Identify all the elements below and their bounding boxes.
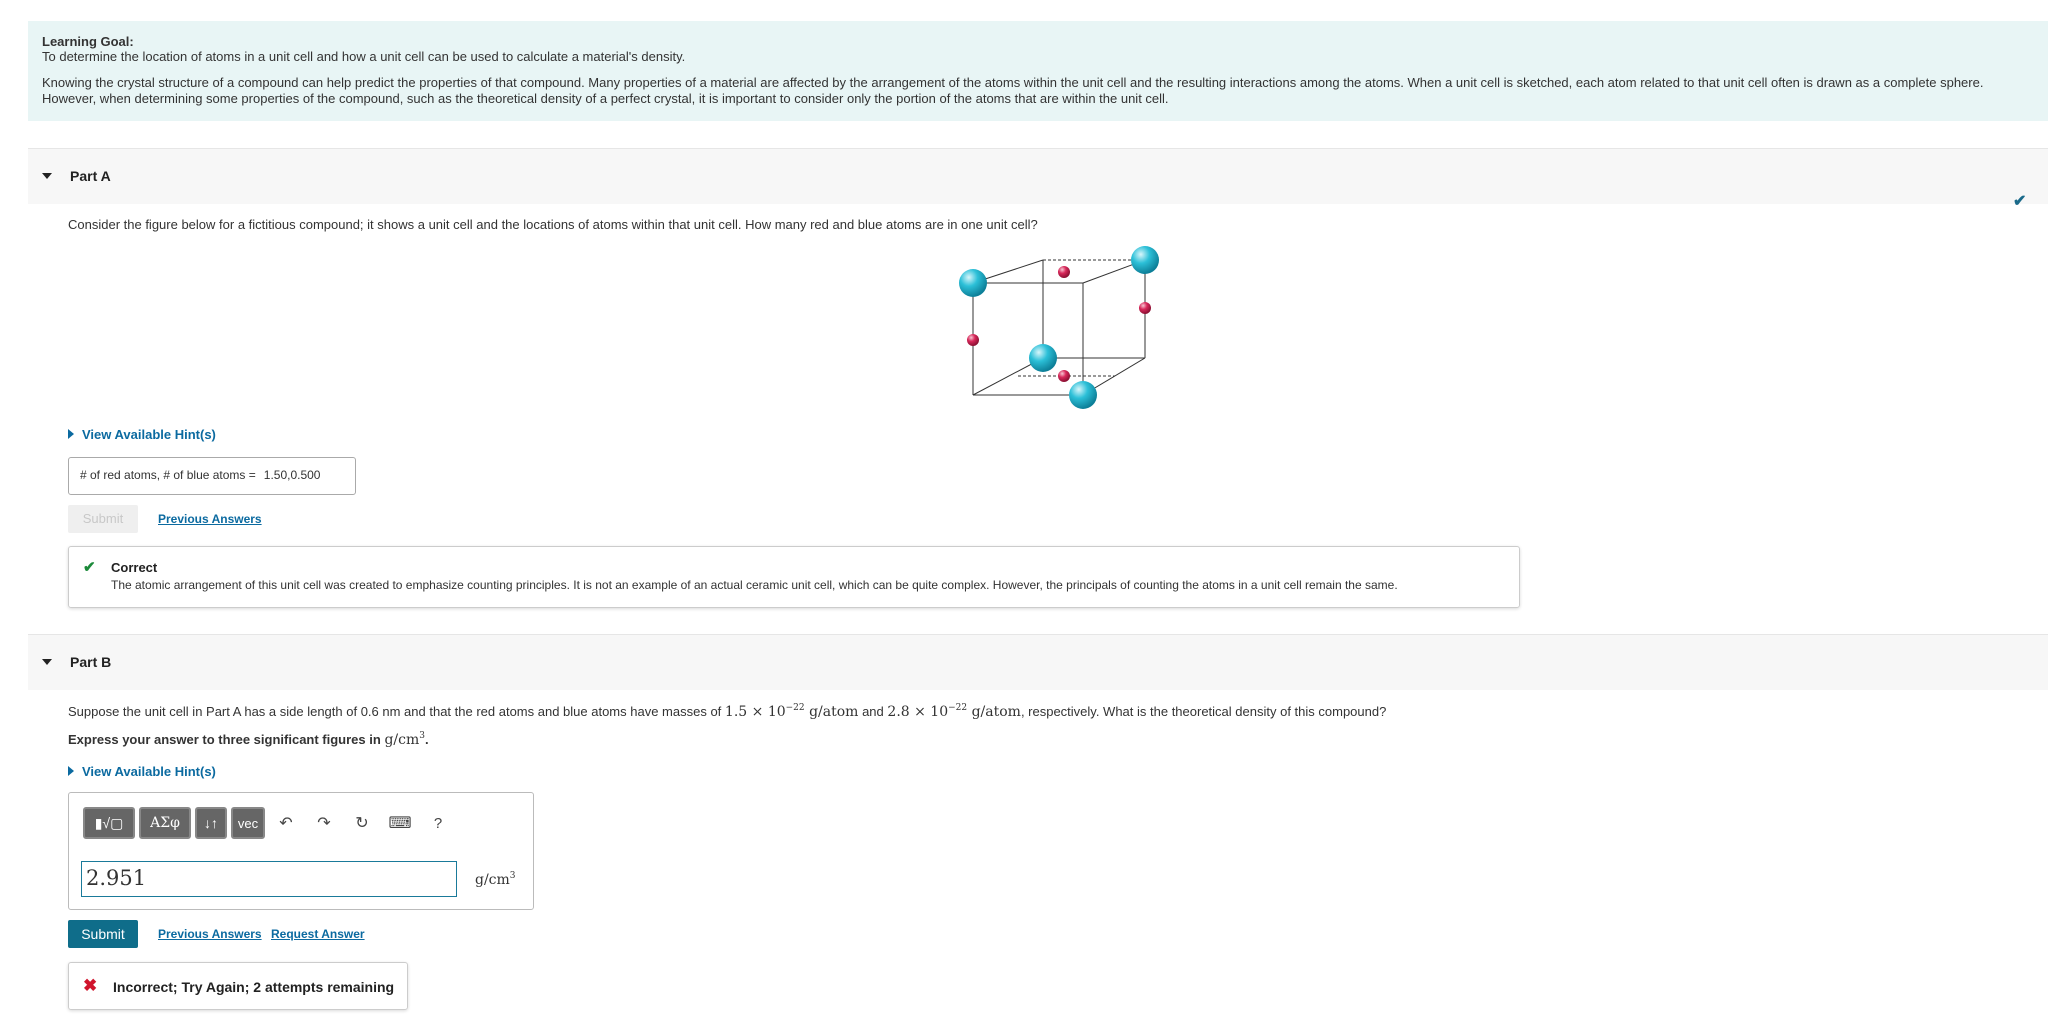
and-text: and [862,704,884,719]
editor-toolbar [83,807,455,839]
part-b-feedback [68,962,408,1010]
collapse-triangle-icon[interactable] [42,659,52,665]
question-end: , respectively. What is the theoretical density of this compound? [1020,704,1387,719]
reset-icon[interactable]: ↻ [355,815,369,832]
answer-value: 1.50,0.500 [263,468,321,482]
correct-check-icon: ✔ [83,559,96,576]
request-answer-link[interactable]: Request Answer [271,927,365,941]
templates-button[interactable]: ▮√▢ [83,807,135,839]
part-a-hint-link[interactable] [68,427,216,442]
part-b-label: Part B [70,654,112,670]
unit-cell-figure [950,240,1170,415]
answer-input[interactable]: 2.951 [81,861,457,897]
undo-icon[interactable]: ↶ [279,815,293,832]
feedback-text: The atomic arrangement of this unit cell was created to emphasize counting principles. It is not an example of an actual ceramic unit cell, which can be quite complex. However, the principals of counting the atoms in a unit cell remain the same. [111,578,1398,592]
greek-symbols-button[interactable]: ΑΣφ [139,807,191,839]
part-a-label: Part A [70,168,111,184]
checkmark-icon: ✔ [2013,193,2027,210]
part-b-hint-link[interactable] [68,764,216,779]
mass-blue: $2.8 \times 10^{-22}$ g/atom [887,703,1021,720]
expand-arrow-icon [68,429,74,439]
collapse-triangle-icon[interactable] [42,173,52,179]
answer-unit: $g/cm^3$ [475,871,516,888]
part-a-answer-box [68,457,356,495]
part-a-previous-answers-link[interactable]: Previous Answers [158,512,262,526]
red-atom [967,334,979,346]
learning-goal-text: To determine the location of atoms in a unit cell and how a unit cell can be used to calculate a material's density. [42,49,686,64]
feedback-text: Incorrect; Try Again; 2 attempts remaining [113,979,395,995]
mass-red: $1.5 \times 10^{-22}$ g/atom [724,703,859,720]
learning-goal-para-1: Knowing the crystal structure of a compound can help predict the properties of that compound. Many properties of a material are affected by the arrangement of the atoms within the unit cell and the resulting interactions among the atoms. When a unit cell is sketched, each atom related to that unit cell often is drawn as a complete sphere. [42,75,1984,90]
part-a-feedback [68,546,1520,608]
blue-atom [1131,246,1159,274]
redo-icon[interactable]: ↷ [317,815,331,832]
part-b-instruction: Express your answer to three significant figures in $g/cm^3$. [68,731,429,748]
part-b-question [68,703,1386,720]
incorrect-x-icon: ✖ [83,976,98,995]
answer-editor [68,792,534,910]
blue-atom [1029,344,1057,372]
keyboard-icon[interactable]: ⌨ [388,815,412,832]
red-atom [1139,302,1151,314]
feedback-title: Correct [111,560,158,575]
blue-atom [959,269,987,297]
hint-label: View Available Hint(s) [82,764,216,779]
vector-button[interactable]: vec [231,807,265,839]
answer-label: # of red atoms, # of blue atoms = [80,468,256,482]
part-b-previous-answers-link[interactable]: Previous Answers [158,927,262,941]
part-a-header[interactable] [28,148,2048,204]
subscript-superscript-button[interactable]: ↓↑ [195,807,227,839]
help-icon[interactable]: ? [433,814,443,832]
red-atom [1058,370,1070,382]
hint-label: View Available Hint(s) [82,427,216,442]
learning-goal-para-2: However, when determining some properties of the compound, such as the theoretical density of a perfect crystal, it is important to consider only the portion of the atoms that are within the unit cell. [42,91,1169,106]
part-b-submit-button[interactable]: Submit [68,920,138,948]
learning-goal-panel [28,21,2048,121]
red-atom [1058,266,1070,278]
part-b-header[interactable] [28,634,2048,690]
learning-goal-title: Learning Goal: [42,34,134,49]
expand-arrow-icon [68,766,74,776]
blue-atom [1069,381,1097,409]
question-text: Suppose the unit cell in Part A has a side length of 0.6 nm and that the red atoms and blue atoms have masses of [68,704,722,719]
part-a-question: Consider the figure below for a fictitious compound; it shows a unit cell and the locations of atoms within that unit cell. How many red and blue atoms are in one unit cell? [68,217,1038,232]
part-a-submit-button[interactable]: Submit [68,505,138,533]
